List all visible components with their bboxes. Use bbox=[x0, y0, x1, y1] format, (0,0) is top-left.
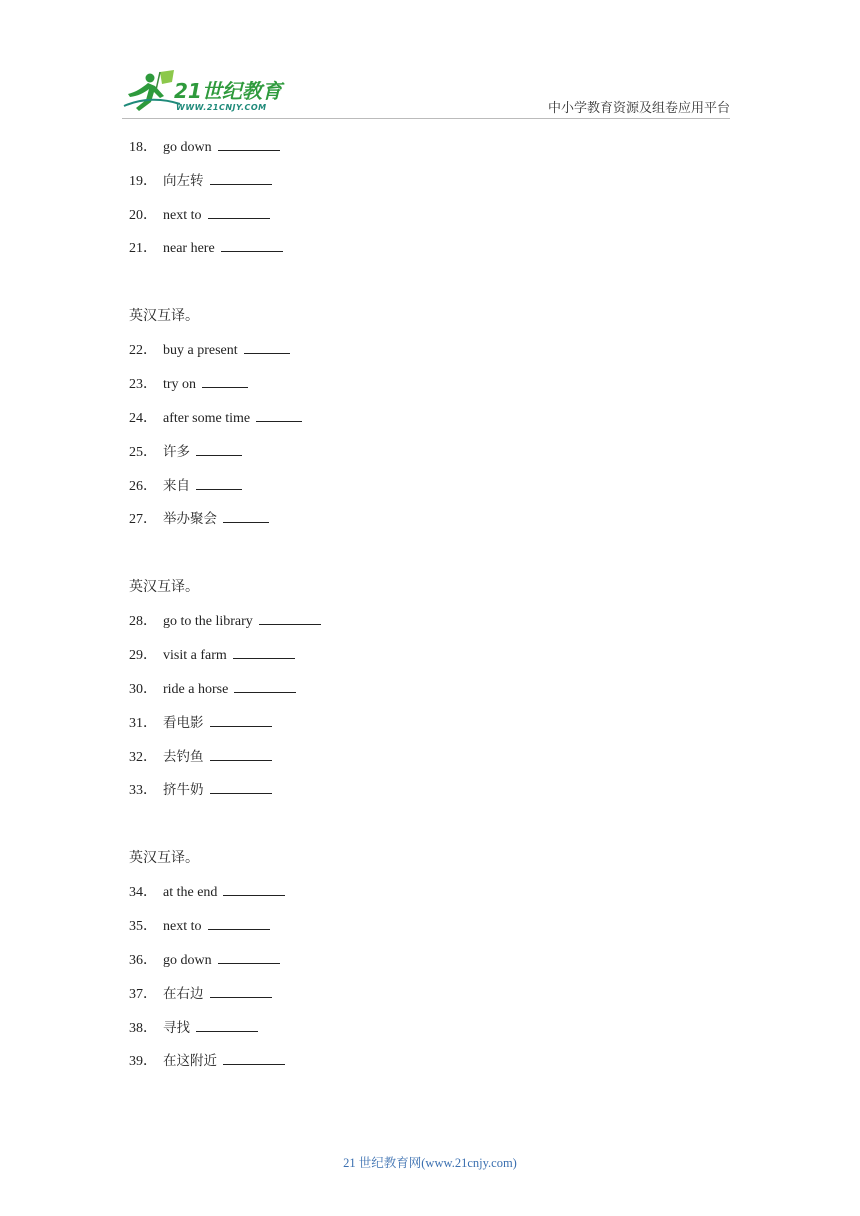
item-text: after some time bbox=[163, 410, 251, 426]
item-number: 20． bbox=[129, 207, 157, 223]
item-text: next to bbox=[163, 919, 202, 935]
exercise-item bbox=[129, 779, 729, 801]
exercise-section bbox=[129, 136, 729, 259]
exercise-item bbox=[129, 204, 729, 226]
section-title: 英汉互译。 bbox=[129, 579, 199, 596]
answer-blank[interactable] bbox=[221, 237, 283, 252]
answer-blank[interactable] bbox=[223, 1050, 285, 1065]
answer-blank[interactable] bbox=[210, 170, 272, 185]
answer-blank[interactable] bbox=[256, 407, 302, 422]
exercise-item bbox=[129, 610, 729, 632]
exercise-section bbox=[129, 847, 729, 1072]
exercise-item bbox=[129, 475, 729, 497]
page-footer[interactable]: 21 世纪教育网(www.21cnjy.com) bbox=[343, 1156, 517, 1170]
item-text: visit a farm bbox=[163, 648, 227, 664]
answer-blank[interactable] bbox=[218, 949, 280, 964]
item-text: 许多 bbox=[163, 443, 190, 460]
answer-blank[interactable] bbox=[259, 610, 321, 625]
item-number: 34． bbox=[129, 885, 157, 901]
exercise-item bbox=[129, 170, 729, 192]
answer-blank[interactable] bbox=[233, 644, 295, 659]
worksheet-content bbox=[129, 136, 729, 1084]
answer-blank[interactable] bbox=[223, 508, 269, 523]
exercise-section bbox=[129, 576, 729, 801]
item-number: 36． bbox=[129, 952, 157, 968]
item-number: 23． bbox=[129, 377, 157, 393]
item-number: 39． bbox=[129, 1054, 157, 1070]
item-text: next to bbox=[163, 207, 202, 223]
exercise-item bbox=[129, 508, 729, 530]
answer-blank[interactable] bbox=[234, 678, 296, 693]
item-number: 25． bbox=[129, 444, 157, 460]
exercise-section bbox=[129, 305, 729, 530]
item-text: 在右边 bbox=[163, 985, 204, 1002]
answer-blank[interactable] bbox=[244, 339, 290, 354]
exercise-item bbox=[129, 407, 729, 429]
answer-blank[interactable] bbox=[196, 475, 242, 490]
item-text: 看电影 bbox=[163, 714, 204, 731]
exercise-item bbox=[129, 644, 729, 666]
item-text: 来自 bbox=[163, 477, 190, 494]
exercise-item bbox=[129, 1017, 729, 1039]
answer-blank[interactable] bbox=[210, 746, 272, 761]
item-number: 27． bbox=[129, 512, 157, 528]
exercise-item bbox=[129, 339, 729, 361]
item-number: 19． bbox=[129, 173, 157, 189]
platform-name: 中小学教育资源及组卷应用平台 bbox=[547, 101, 730, 116]
item-number: 24． bbox=[129, 410, 157, 426]
item-number: 31． bbox=[129, 715, 157, 731]
exercise-item bbox=[129, 746, 729, 768]
answer-blank[interactable] bbox=[208, 915, 270, 930]
exercise-item bbox=[129, 237, 729, 259]
item-text: near here bbox=[163, 241, 215, 257]
item-number: 28． bbox=[129, 614, 157, 630]
exercise-item bbox=[129, 441, 729, 463]
section-title: 英汉互译。 bbox=[129, 308, 199, 325]
item-number: 38． bbox=[129, 1020, 157, 1036]
exercise-item bbox=[129, 1050, 729, 1072]
item-text: go down bbox=[163, 140, 212, 155]
answer-blank[interactable] bbox=[196, 441, 242, 456]
answer-blank[interactable] bbox=[210, 779, 272, 794]
logo-sub-text: WWW.21CNJY.COM bbox=[176, 103, 267, 112]
item-text: go to the library bbox=[163, 614, 253, 630]
answer-blank[interactable] bbox=[208, 204, 270, 219]
item-text: 寻找 bbox=[163, 1019, 190, 1036]
exercise-item bbox=[129, 881, 729, 903]
running-figure-logo-icon bbox=[122, 68, 292, 116]
item-text: 举办聚会 bbox=[163, 511, 217, 528]
item-text: at the end bbox=[163, 885, 218, 901]
item-number: 35． bbox=[129, 919, 157, 935]
item-text: 在这附近 bbox=[163, 1053, 217, 1070]
logo-main-text: 21世纪教育 bbox=[174, 79, 282, 103]
exercise-item bbox=[129, 949, 729, 971]
item-number: 32． bbox=[129, 749, 157, 765]
section-title: 英汉互译。 bbox=[129, 850, 199, 867]
item-number: 29． bbox=[129, 648, 157, 664]
item-text: 向左转 bbox=[163, 172, 204, 189]
answer-blank[interactable] bbox=[223, 881, 285, 896]
item-text: 挤牛奶 bbox=[163, 782, 204, 799]
item-number: 33． bbox=[129, 783, 157, 799]
header-divider bbox=[122, 118, 730, 119]
exercise-item bbox=[129, 915, 729, 937]
answer-blank[interactable] bbox=[210, 983, 272, 998]
item-text: try on bbox=[163, 377, 197, 393]
item-number: 22． bbox=[129, 343, 157, 359]
item-number: 37． bbox=[129, 986, 157, 1002]
item-text: buy a present bbox=[163, 343, 238, 359]
item-number: 30． bbox=[129, 681, 157, 697]
exercise-item bbox=[129, 983, 729, 1005]
answer-blank[interactable] bbox=[196, 1017, 258, 1032]
answer-blank[interactable] bbox=[210, 712, 272, 727]
item-text: 去钓鱼 bbox=[163, 748, 204, 765]
answer-blank[interactable] bbox=[218, 136, 280, 151]
item-text: go down bbox=[163, 952, 212, 968]
item-number: 26． bbox=[129, 478, 157, 494]
exercise-item bbox=[129, 678, 729, 700]
page-header bbox=[0, 0, 860, 130]
item-number: 21． bbox=[129, 241, 157, 257]
item-text: ride a horse bbox=[163, 681, 229, 697]
exercise-item bbox=[129, 712, 729, 734]
answer-blank[interactable] bbox=[202, 373, 248, 388]
item-number: 18． bbox=[129, 140, 157, 155]
exercise-item bbox=[129, 136, 729, 158]
exercise-item bbox=[129, 373, 729, 395]
